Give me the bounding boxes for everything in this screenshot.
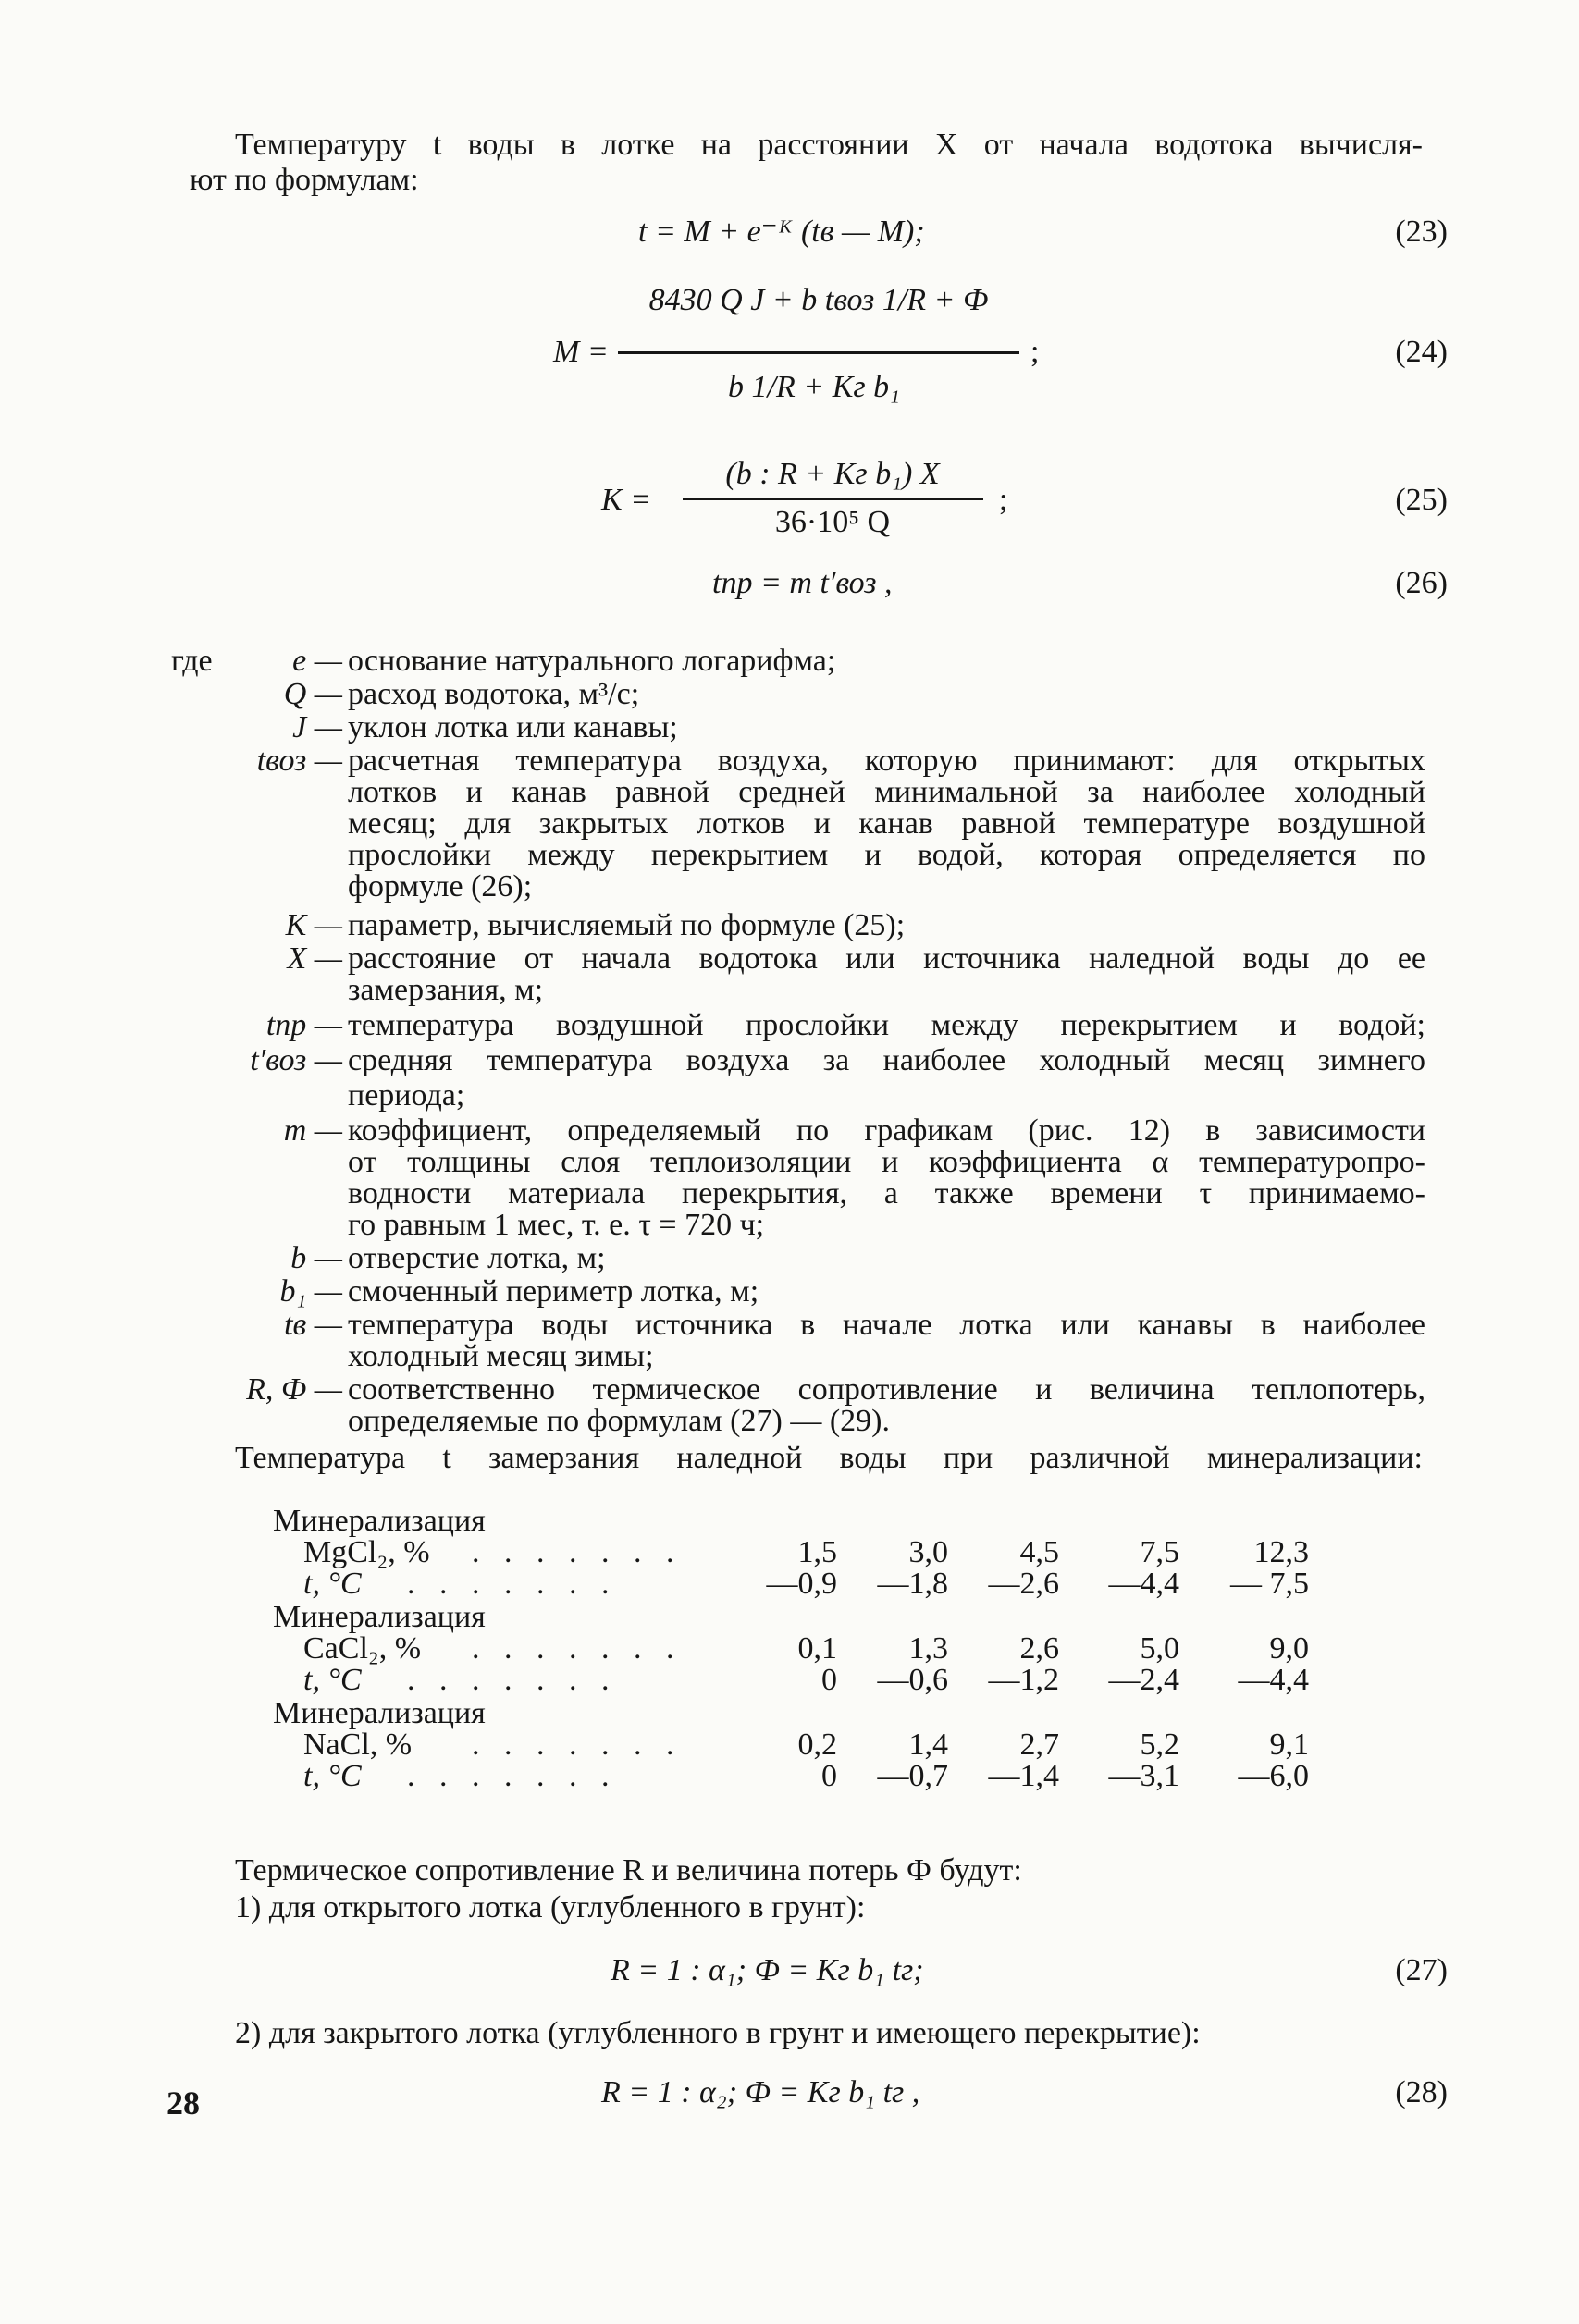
equation-23: t = M + e⁻ᴷ (tв — M);: [638, 215, 925, 249]
def-text-m-3: водности материала перекрытия, а также времени τ принимаемо-: [348, 1176, 1425, 1211]
leader-dots: . . . . . . .: [472, 1535, 683, 1569]
equation-25-denominator: 36·10⁵ Q: [774, 505, 891, 539]
table-cell: —0,7: [877, 1759, 948, 1793]
table-group-label: Минерализация: [273, 1504, 486, 1538]
table-cell: 9,0: [1269, 1631, 1309, 1666]
def-text-m-1: коэффициент, определяемый по графикам (рис. 12) в зависимости: [348, 1113, 1425, 1148]
def-text-t-voz-4: прослойки между перекрытием и водой, которая определяется по: [348, 838, 1425, 872]
equation-24-lhs: M =: [553, 335, 609, 369]
table-row-label: MgCl₂, %: [303, 1535, 430, 1569]
table-cell: —1,2: [988, 1663, 1059, 1697]
def-text-t-voz-1: расчетная температура воздуха, которую принимают: для открытых: [348, 744, 1425, 778]
def-text-t-voz-2: лотков и канав равной средней минимальной за наиболее холодный: [348, 775, 1425, 809]
table-cell: 3,0: [908, 1535, 948, 1569]
def-symbol-k: K —: [285, 908, 342, 942]
def-symbol-b: b —: [290, 1241, 342, 1275]
table-cell: 1,5: [797, 1535, 837, 1569]
def-text-b1: смоченный периметр лотка, м;: [348, 1274, 759, 1309]
def-symbol-t-voz: tвоз —: [256, 744, 342, 778]
leader-dots: . . . . . . .: [472, 1631, 683, 1666]
table-row-label: t, °C: [303, 1567, 362, 1601]
table-cell: —0,6: [877, 1663, 948, 1697]
equation-25-numerator: (b : R + Kг b₁) X: [725, 457, 940, 491]
equation-27: R = 1 : α₁; Ф = Kг b₁ tг;: [611, 1953, 924, 1987]
leader-dots: . . . . . . .: [407, 1759, 618, 1793]
def-symbol-b1: b₁ —: [279, 1274, 342, 1309]
def-text-x-2: замерзания, м;: [348, 973, 544, 1007]
def-text-e: основание натурального логарифма;: [348, 644, 836, 678]
equation-28: R = 1 : α₂; Ф = Kг b₁ tг ,: [601, 2075, 920, 2109]
case-2-heading: 2) для закрытого лотка (углубленного в грунт и имеющего перекрытие):: [235, 2016, 1201, 2050]
equation-number-26: (26): [1395, 566, 1448, 600]
equation-number-28: (28): [1395, 2075, 1448, 2109]
def-text-q: расход водотока, м³/с;: [348, 677, 640, 711]
table-cell: 2,6: [1019, 1631, 1059, 1666]
def-symbol-q: Q —: [283, 677, 342, 711]
table-cell: —1,4: [988, 1759, 1059, 1793]
table-cell: 5,0: [1140, 1631, 1179, 1666]
table-cell: 1,4: [908, 1728, 948, 1762]
equation-number-27: (27): [1395, 1953, 1448, 1987]
def-text-t-voz-prime-2: периода;: [348, 1078, 465, 1113]
def-text-t-pr: температура воздушной прослойки между перекрытием и водой;: [348, 1008, 1425, 1042]
table-cell: 0,1: [797, 1631, 837, 1666]
equation-24-semicolon: ;: [1030, 335, 1040, 369]
def-text-t-voz-5: формуле (26);: [348, 869, 533, 904]
def-symbol-e: e —: [292, 644, 342, 678]
table-cell: —4,4: [1108, 1567, 1179, 1601]
table-cell: —2,4: [1108, 1663, 1179, 1697]
table-cell: —1,8: [877, 1567, 948, 1601]
equation-24-numerator: 8430 Q J + b tвоз 1/R + Ф: [648, 283, 989, 317]
equation-number-24: (24): [1395, 335, 1448, 369]
leader-dots: . . . . . . .: [407, 1663, 618, 1697]
table-row-label: t, °C: [303, 1663, 362, 1697]
def-text-t-v-1: температура воды источника в начале лотка или канавы в наиболее: [348, 1308, 1425, 1342]
resistance-intro: Термическое сопротивление R и величина потерь Ф будут:: [235, 1853, 1022, 1887]
table-cell: —2,6: [988, 1567, 1059, 1601]
def-symbol-x: X —: [287, 941, 342, 976]
def-text-b: отверстие лотка, м;: [348, 1241, 606, 1275]
equation-number-23: (23): [1395, 215, 1448, 249]
fraction-bar: [683, 498, 983, 500]
equation-26: tпр = m t′воз ,: [712, 566, 893, 600]
equation-25-semicolon: ;: [999, 483, 1008, 517]
leader-dots: . . . . . . .: [472, 1728, 683, 1762]
equation-25-lhs: K =: [601, 483, 652, 517]
table-group-label: Минерализация: [273, 1600, 486, 1634]
freezing-intro: Температура t замерзания наледной воды при различной минерализации:: [235, 1441, 1423, 1475]
table-cell: 5,2: [1140, 1728, 1179, 1762]
where-label: где: [171, 644, 213, 678]
def-symbol-t-voz-prime: t′воз —: [250, 1043, 342, 1077]
def-text-t-voz-prime-1: средняя температура воздуха за наиболее холодный месяц зимнего: [348, 1043, 1425, 1077]
def-text-t-voz-3: месяц; для закрытых лотков и канав равной температуре воздушной: [348, 806, 1425, 841]
table-group-label: Минерализация: [273, 1696, 486, 1730]
def-text-t-v-2: холодный месяц зимы;: [348, 1339, 654, 1373]
def-text-x-1: расстояние от начала водотока или источника наледной воды до ее: [348, 941, 1425, 976]
table-cell: 9,1: [1269, 1728, 1309, 1762]
table-row-label: t, °C: [303, 1759, 362, 1793]
table-cell: 0,2: [797, 1728, 837, 1762]
case-1-heading: 1) для открытого лотка (углубленного в грунт):: [235, 1890, 866, 1924]
table-cell: —6,0: [1238, 1759, 1309, 1793]
table-row-label: NaCl, %: [303, 1728, 413, 1762]
table-cell: 1,3: [908, 1631, 948, 1666]
def-symbol-t-v: tв —: [284, 1308, 342, 1342]
equation-24-denominator: b 1/R + Kг b₁: [728, 370, 900, 404]
table-cell: 2,7: [1019, 1728, 1059, 1762]
def-text-j: уклон лотка или канавы;: [348, 710, 678, 744]
fraction-bar: [618, 351, 1019, 354]
table-cell: — 7,5: [1230, 1567, 1309, 1601]
def-symbol-j: J —: [292, 710, 342, 744]
table-cell: —4,4: [1238, 1663, 1309, 1697]
def-symbol-m: m —: [283, 1113, 342, 1148]
page-number: 28: [167, 2084, 200, 2121]
table-row-label: CaCl₂, %: [303, 1631, 422, 1666]
table-cell: —3,1: [1108, 1759, 1179, 1793]
table-cell: 0: [821, 1759, 837, 1793]
def-symbol-r-f: R, Ф —: [246, 1372, 342, 1407]
table-cell: 12,3: [1253, 1535, 1309, 1569]
table-cell: —0,9: [766, 1567, 837, 1601]
intro-line-2: ют по формулам:: [190, 163, 419, 197]
def-symbol-t-pr: tпр —: [265, 1008, 342, 1042]
def-text-r-f-1: соответственно термическое сопротивление и величина теплопотерь,: [348, 1372, 1425, 1407]
table-cell: 0: [821, 1663, 837, 1697]
equation-number-25: (25): [1395, 483, 1448, 517]
leader-dots: . . . . . . .: [407, 1567, 618, 1601]
def-text-m-4: го равным 1 мес, т. е. τ = 720 ч;: [348, 1208, 765, 1242]
def-text-r-f-2: определяемые по формулам (27) — (29).: [348, 1404, 890, 1438]
table-cell: 4,5: [1019, 1535, 1059, 1569]
def-text-k: параметр, вычисляемый по формуле (25);: [348, 908, 906, 942]
table-cell: 7,5: [1140, 1535, 1179, 1569]
intro-line-1: Температуру t воды в лотке на расстоянии X от начала водотока вычисля-: [235, 128, 1423, 162]
def-text-m-2: от толщины слоя теплоизоляции и коэффициента α температуропро-: [348, 1145, 1425, 1179]
